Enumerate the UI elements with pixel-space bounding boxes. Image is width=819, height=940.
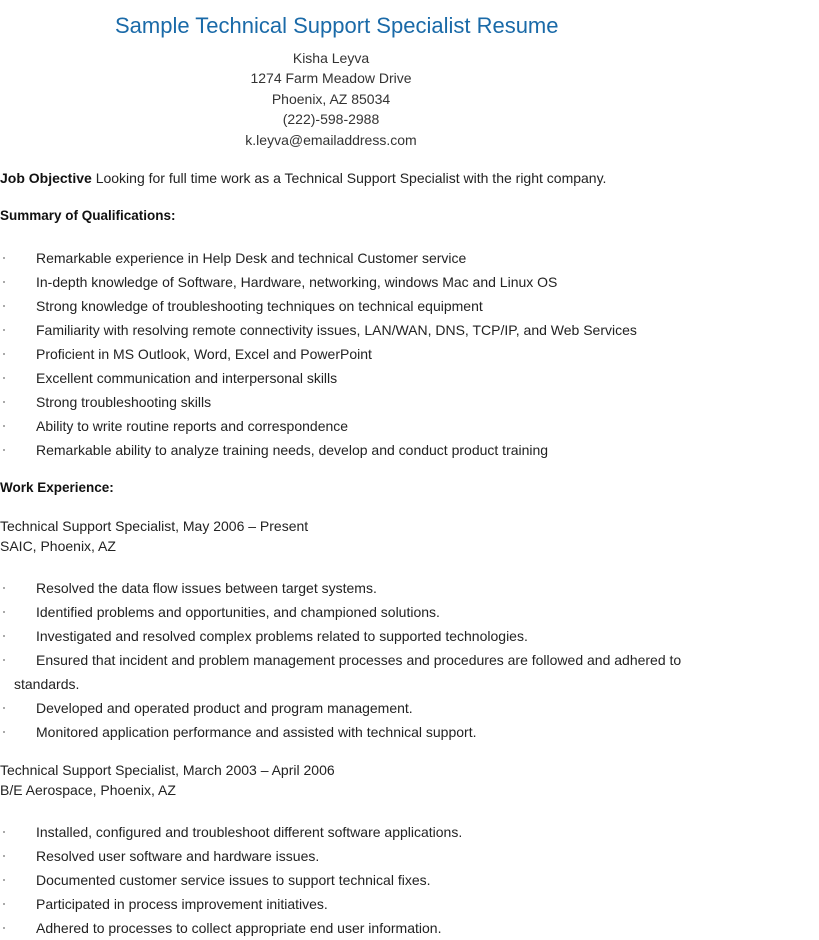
list-item	[0, 270, 637, 294]
list-item	[0, 892, 462, 916]
bullet-icon	[3, 903, 5, 905]
list-item-text: Proficient in MS Outlook, Word, Excel and PowerPoint	[36, 346, 372, 362]
job-title: Technical Support Specialist, March 2003 – April 2006	[0, 762, 335, 778]
list-item	[0, 414, 637, 438]
list-item-text: Adhered to processes to collect appropriate end user information.	[36, 920, 442, 936]
bullet-icon	[3, 305, 5, 307]
page-title: Sample Technical Support Specialist Resume	[115, 13, 559, 38]
list-item	[0, 720, 696, 744]
bullet-icon	[3, 831, 5, 833]
list-item-text: Excellent communication and interpersonal skills	[36, 370, 338, 386]
list-item-text: Familiarity with resolving remote connectivity issues, LAN/WAN, DNS, TCP/IP, and Web Services	[36, 322, 637, 338]
list-item	[0, 868, 462, 892]
list-item	[0, 844, 462, 868]
bullet-icon	[3, 377, 5, 379]
list-item-text: Developed and operated product and program management.	[36, 700, 413, 716]
list-item-text: Remarkable experience in Help Desk and technical Customer service	[36, 250, 467, 266]
bullet-icon	[3, 927, 5, 929]
list-item	[0, 624, 696, 648]
work-experience-heading: Work Experience:	[0, 480, 114, 495]
list-item	[0, 916, 462, 940]
bullet-icon	[3, 425, 5, 427]
bullet-icon	[3, 449, 5, 451]
list-item-text: Participated in process improvement initiatives.	[36, 896, 328, 912]
list-item-text: Installed, configured and troubleshoot different software applications.	[36, 824, 463, 840]
list-item-text: Remarkable ability to analyze training needs, develop and conduct product training	[36, 442, 549, 458]
job-company: SAIC, Phoenix, AZ	[0, 538, 116, 554]
list-item-text: Resolved the data flow issues between target systems.	[36, 580, 377, 596]
list-item	[0, 366, 637, 390]
contact-phone: (222)-598-2988	[282, 111, 380, 128]
job-objective-text: Looking for full time work as a Technical Support Specialist with the right company.	[91, 170, 607, 186]
list-item	[0, 576, 696, 600]
list-item	[0, 696, 696, 720]
job-company: B/E Aerospace, Phoenix, AZ	[0, 782, 176, 798]
list-item-text: Monitored application performance and assisted with technical support.	[36, 724, 477, 740]
list-item-text: Resolved user software and hardware issues.	[36, 848, 320, 864]
list-item-text: Strong troubleshooting skills	[36, 394, 212, 410]
list-item-text: Ensured that incident and problem management processes and procedures are followed and adhered to	[36, 652, 682, 668]
job-objective	[0, 168, 606, 188]
bullet-icon	[3, 707, 5, 709]
list-item-text-continued: standards.	[14, 676, 80, 692]
list-item	[0, 820, 462, 844]
bullet-icon	[3, 879, 5, 881]
bullet-icon	[3, 731, 5, 733]
list-item	[0, 438, 637, 462]
job-duties-list	[0, 820, 462, 940]
list-item-text: Strong knowledge of troubleshooting techniques on technical equipment	[36, 298, 483, 314]
bullet-icon	[3, 855, 5, 857]
list-item-text: Ability to write routine reports and correspondence	[36, 418, 349, 434]
summary-list	[0, 246, 637, 462]
list-item	[0, 318, 637, 342]
list-item-text: Identified problems and opportunities, and championed solutions.	[36, 604, 440, 620]
list-item	[0, 390, 637, 414]
contact-street: 1274 Farm Meadow Drive	[250, 70, 412, 87]
contact-block	[0, 48, 662, 150]
contact-email: k.leyva@emailaddress.com	[245, 131, 417, 148]
list-item	[0, 600, 696, 624]
bullet-icon	[3, 587, 5, 589]
bullet-icon	[3, 401, 5, 403]
list-item	[0, 246, 637, 270]
bullet-icon	[3, 257, 5, 259]
bullet-icon	[3, 611, 5, 613]
contact-name: Kisha Leyva	[292, 50, 370, 66]
list-item	[0, 342, 637, 366]
list-item-text: Documented customer service issues to support technical fixes.	[36, 872, 431, 888]
job-objective-label: Job Objective	[0, 170, 92, 186]
summary-heading: Summary of Qualifications:	[0, 208, 176, 223]
bullet-icon	[3, 635, 5, 637]
bullet-icon	[3, 353, 5, 355]
list-item	[0, 294, 637, 318]
list-item-text: In-depth knowledge of Software, Hardware, networking, windows Mac and Linux OS	[36, 274, 558, 290]
job-duties-list	[0, 576, 696, 744]
bullet-icon	[3, 659, 5, 661]
list-item	[0, 648, 696, 696]
list-item-text: Investigated and resolved complex problems related to supported technologies.	[36, 628, 528, 644]
bullet-icon	[3, 329, 5, 331]
contact-city: Phoenix, AZ 85034	[271, 90, 391, 107]
bullet-icon	[3, 281, 5, 283]
job-title: Technical Support Specialist, May 2006 – Present	[0, 518, 309, 534]
